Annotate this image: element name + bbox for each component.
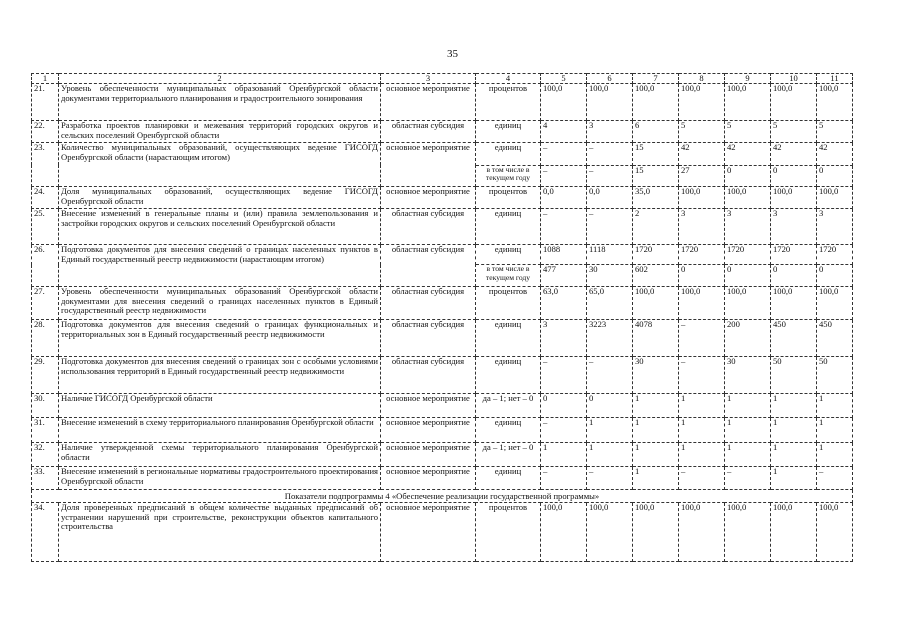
table-row [32, 503, 853, 562]
row-number: 21. [32, 84, 59, 121]
value-cell: 477 [541, 265, 587, 287]
column-number: 7 [633, 74, 679, 84]
value-cell: – [587, 143, 633, 166]
value-cell: 1 [587, 418, 633, 443]
value-cell: – [587, 165, 633, 187]
value-cell: – [541, 467, 587, 490]
value-cell: 2 [633, 209, 679, 245]
indicator-type: основное мероприятие [381, 503, 476, 562]
value-cell: 35,0 [633, 187, 679, 209]
column-number: 1 [32, 74, 59, 84]
indicator-name: Количество муниципальных образований, осуществляющих ведение ГИСОГД Оренбургской области (нарастающим итогом) [59, 143, 381, 187]
value-cell: 15 [633, 143, 679, 166]
value-cell: 1 [679, 394, 725, 418]
table-row [32, 320, 853, 357]
value-cell: 0 [725, 165, 771, 187]
section-row [32, 490, 853, 503]
value-cell: – [679, 320, 725, 357]
indicator-name: Внесение изменений в региональные нормативы градостроительного проектирования Оренбургской области [59, 467, 381, 490]
value-cell: 3223 [587, 320, 633, 357]
indicator-type: областная субсидия [381, 357, 476, 394]
value-cell: 100,0 [771, 287, 817, 320]
unit-cell: единиц [476, 209, 541, 245]
value-cell: 100,0 [817, 287, 853, 320]
row-number: 22. [32, 121, 59, 143]
value-cell: – [817, 467, 853, 490]
unit-cell: процентов [476, 84, 541, 121]
value-cell: 63,0 [541, 287, 587, 320]
value-cell: 3 [725, 209, 771, 245]
value-cell: 1 [771, 394, 817, 418]
value-cell: 0 [587, 394, 633, 418]
value-cell: – [725, 467, 771, 490]
row-number: 24. [32, 187, 59, 209]
value-cell: 6 [633, 121, 679, 143]
row-number: 33. [32, 467, 59, 490]
column-number: 6 [587, 74, 633, 84]
value-cell: 1 [587, 443, 633, 467]
value-cell: 100,0 [633, 503, 679, 562]
value-cell: 0 [725, 265, 771, 287]
indicator-type: основное мероприятие [381, 187, 476, 209]
column-number: 5 [541, 74, 587, 84]
indicator-name: Уровень обеспеченности муниципальных образований Оренбургской области документами для внесения сведений о границах населенных пунктов в Единый государственный реестр недвижимости [59, 287, 381, 320]
indicator-type: основное мероприятие [381, 467, 476, 490]
value-cell: 1 [725, 394, 771, 418]
value-cell: 100,0 [725, 84, 771, 121]
value-cell: 1088 [541, 245, 587, 265]
indicator-type: основное мероприятие [381, 418, 476, 443]
indicator-name: Подготовка документов для внесения сведений о границах зон с особыми условиями использования территорий в Единый государственный реестр недвижимости [59, 357, 381, 394]
value-cell: 100,0 [587, 84, 633, 121]
indicator-type: областная субсидия [381, 320, 476, 357]
table-row [32, 121, 853, 143]
value-cell: 50 [771, 357, 817, 394]
header-row [32, 74, 853, 84]
column-number: 10 [771, 74, 817, 84]
value-cell: 3 [679, 209, 725, 245]
value-cell: 1720 [633, 245, 679, 265]
value-cell: 450 [817, 320, 853, 357]
value-cell: 30 [725, 357, 771, 394]
value-cell: 100,0 [771, 187, 817, 209]
value-cell: 1 [771, 467, 817, 490]
row-number: 31. [32, 418, 59, 443]
unit-cell: да – 1; нет – 0 [476, 443, 541, 467]
value-cell: – [587, 467, 633, 490]
value-cell: 100,0 [817, 503, 853, 562]
column-number: 8 [679, 74, 725, 84]
value-cell: 100,0 [817, 84, 853, 121]
value-cell: 200 [725, 320, 771, 357]
value-cell: 0 [771, 265, 817, 287]
value-cell: – [541, 165, 587, 187]
value-cell: 1 [679, 418, 725, 443]
indicator-name: Доля проверенных предписаний в общем количестве выданных предписаний об устранении нарушений при строительстве, реконструкции объектов капитального строительства [59, 503, 381, 562]
value-cell: 15 [633, 165, 679, 187]
table-row [32, 84, 853, 121]
value-cell: 30 [587, 265, 633, 287]
value-cell: 100,0 [679, 84, 725, 121]
indicator-name: Разработка проектов планировки и межевания территорий городских округов и сельских поселений Оренбургской области [59, 121, 381, 143]
value-cell: 5 [725, 121, 771, 143]
indicator-name: Подготовка документов для внесения сведений о границах населенных пунктов в Единый государственный реестр недвижимости (нарастающим итогом) [59, 245, 381, 287]
value-cell: 450 [771, 320, 817, 357]
value-cell: 42 [817, 143, 853, 166]
value-cell: 100,0 [679, 287, 725, 320]
value-cell: 100,0 [541, 503, 587, 562]
value-cell: 1 [679, 443, 725, 467]
value-cell: – [541, 357, 587, 394]
indicator-name: Подготовка документов для внесения сведений о границах функциональных и территориальных зон в Единый государственный реестр недвижимости [59, 320, 381, 357]
value-cell: 3 [771, 209, 817, 245]
value-cell: 0 [817, 165, 853, 187]
indicator-name: Внесение изменений в генеральные планы и (или) правила землепользования и застройки городских округов и сельских поселений Оренбургской области [59, 209, 381, 245]
value-cell: 42 [725, 143, 771, 166]
value-cell: 30 [633, 357, 679, 394]
indicator-name: Наличие утвержденной схемы территориального планирования Оренбургской области [59, 443, 381, 467]
value-cell: 1 [633, 443, 679, 467]
value-cell: 1 [771, 443, 817, 467]
value-cell: 50 [817, 357, 853, 394]
value-cell: 100,0 [679, 503, 725, 562]
value-cell: 42 [771, 143, 817, 166]
unit-cell: процентов [476, 287, 541, 320]
value-cell: 1 [541, 443, 587, 467]
value-cell: 100,0 [541, 84, 587, 121]
section-title: Показатели подпрограммы 4 «Обеспечение реализации государственной программы» [32, 490, 853, 503]
unit-cell: единиц [476, 121, 541, 143]
value-cell: 1118 [587, 245, 633, 265]
table-row [32, 187, 853, 209]
table-row [32, 394, 853, 418]
row-number: 28. [32, 320, 59, 357]
row-number: 34. [32, 503, 59, 562]
column-number: 3 [381, 74, 476, 84]
value-cell: 5 [679, 121, 725, 143]
value-cell: 100,0 [587, 503, 633, 562]
column-number: 9 [725, 74, 771, 84]
value-cell: 100,0 [633, 84, 679, 121]
value-cell: 1 [725, 418, 771, 443]
indicator-name: Наличие ГИСОГД Оренбургской области [59, 394, 381, 418]
row-number: 30. [32, 394, 59, 418]
value-cell: – [587, 209, 633, 245]
table-row [32, 143, 853, 166]
row-number: 25. [32, 209, 59, 245]
value-cell: 100,0 [725, 287, 771, 320]
value-cell: 3 [541, 320, 587, 357]
value-cell: 602 [633, 265, 679, 287]
row-number: 29. [32, 357, 59, 394]
indicator-type: областная субсидия [381, 209, 476, 245]
value-cell: 1 [817, 418, 853, 443]
value-cell: 1 [817, 443, 853, 467]
value-cell: 100,0 [725, 187, 771, 209]
row-number: 26. [32, 245, 59, 287]
table-row [32, 245, 853, 265]
indicator-type: основное мероприятие [381, 84, 476, 121]
row-number: 23. [32, 143, 59, 187]
value-cell: 1 [771, 418, 817, 443]
value-cell: 1 [633, 467, 679, 490]
page-number: 35 [447, 48, 458, 60]
table-row [32, 357, 853, 394]
unit-cell: единиц [476, 143, 541, 166]
table-row [32, 467, 853, 490]
indicators-table [31, 73, 853, 562]
value-cell: 100,0 [679, 187, 725, 209]
table-row [32, 418, 853, 443]
value-cell: – [679, 357, 725, 394]
value-cell: 3 [587, 121, 633, 143]
indicator-type: основное мероприятие [381, 443, 476, 467]
value-cell: 5 [771, 121, 817, 143]
value-cell: – [541, 418, 587, 443]
value-cell: 100,0 [817, 187, 853, 209]
value-cell: 27 [679, 165, 725, 187]
value-cell: 1 [817, 394, 853, 418]
unit-cell: да – 1; нет – 0 [476, 394, 541, 418]
indicator-type: основное мероприятие [381, 394, 476, 418]
indicator-name: Внесение изменений в схему территориального планирования Оренбургской области [59, 418, 381, 443]
value-cell: 1 [633, 394, 679, 418]
column-number: 11 [817, 74, 853, 84]
value-cell: 4 [541, 121, 587, 143]
value-cell: 3 [817, 209, 853, 245]
table-row [32, 443, 853, 467]
table-row [32, 287, 853, 320]
value-cell: 1720 [679, 245, 725, 265]
value-cell: – [541, 143, 587, 166]
column-number: 4 [476, 74, 541, 84]
indicator-name: Доля муниципальных образований, осуществляющих ведение ГИСОГД Оренбургской области [59, 187, 381, 209]
value-cell: 0,0 [541, 187, 587, 209]
value-cell: 100,0 [771, 84, 817, 121]
value-cell: – [541, 209, 587, 245]
indicator-type: областная субсидия [381, 245, 476, 287]
value-cell: 0,0 [587, 187, 633, 209]
value-cell: 100,0 [771, 503, 817, 562]
value-cell: 0 [541, 394, 587, 418]
value-cell: 1720 [817, 245, 853, 265]
value-cell: 1 [725, 443, 771, 467]
table-row [32, 209, 853, 245]
value-cell: 42 [679, 143, 725, 166]
indicator-type: областная субсидия [381, 287, 476, 320]
value-cell: 65,0 [587, 287, 633, 320]
indicator-type: основное мероприятие [381, 143, 476, 187]
value-cell: – [587, 357, 633, 394]
value-cell: 1 [633, 418, 679, 443]
value-cell: 1720 [771, 245, 817, 265]
value-cell: 0 [679, 265, 725, 287]
value-cell: 100,0 [725, 503, 771, 562]
unit-cell: единиц [476, 357, 541, 394]
unit-cell: единиц [476, 245, 541, 265]
unit-cell: единиц [476, 418, 541, 443]
value-cell: 4078 [633, 320, 679, 357]
unit-cell: процентов [476, 187, 541, 209]
value-cell: 0 [771, 165, 817, 187]
value-cell: 5 [817, 121, 853, 143]
value-cell: 0 [817, 265, 853, 287]
unit-cell: в том числе в текущем году [476, 165, 541, 187]
unit-cell: процентов [476, 503, 541, 562]
column-number: 2 [59, 74, 381, 84]
unit-cell: единиц [476, 467, 541, 490]
row-number: 32. [32, 443, 59, 467]
value-cell: – [679, 467, 725, 490]
indicator-type: областная субсидия [381, 121, 476, 143]
value-cell: 100,0 [633, 287, 679, 320]
value-cell: 1720 [725, 245, 771, 265]
unit-cell: единиц [476, 320, 541, 357]
unit-cell: в том числе в текущем году [476, 265, 541, 287]
row-number: 27. [32, 287, 59, 320]
indicator-name: Уровень обеспеченности муниципальных образований Оренбургской области документами территориального планирования и градостроительного зонирования [59, 84, 381, 121]
